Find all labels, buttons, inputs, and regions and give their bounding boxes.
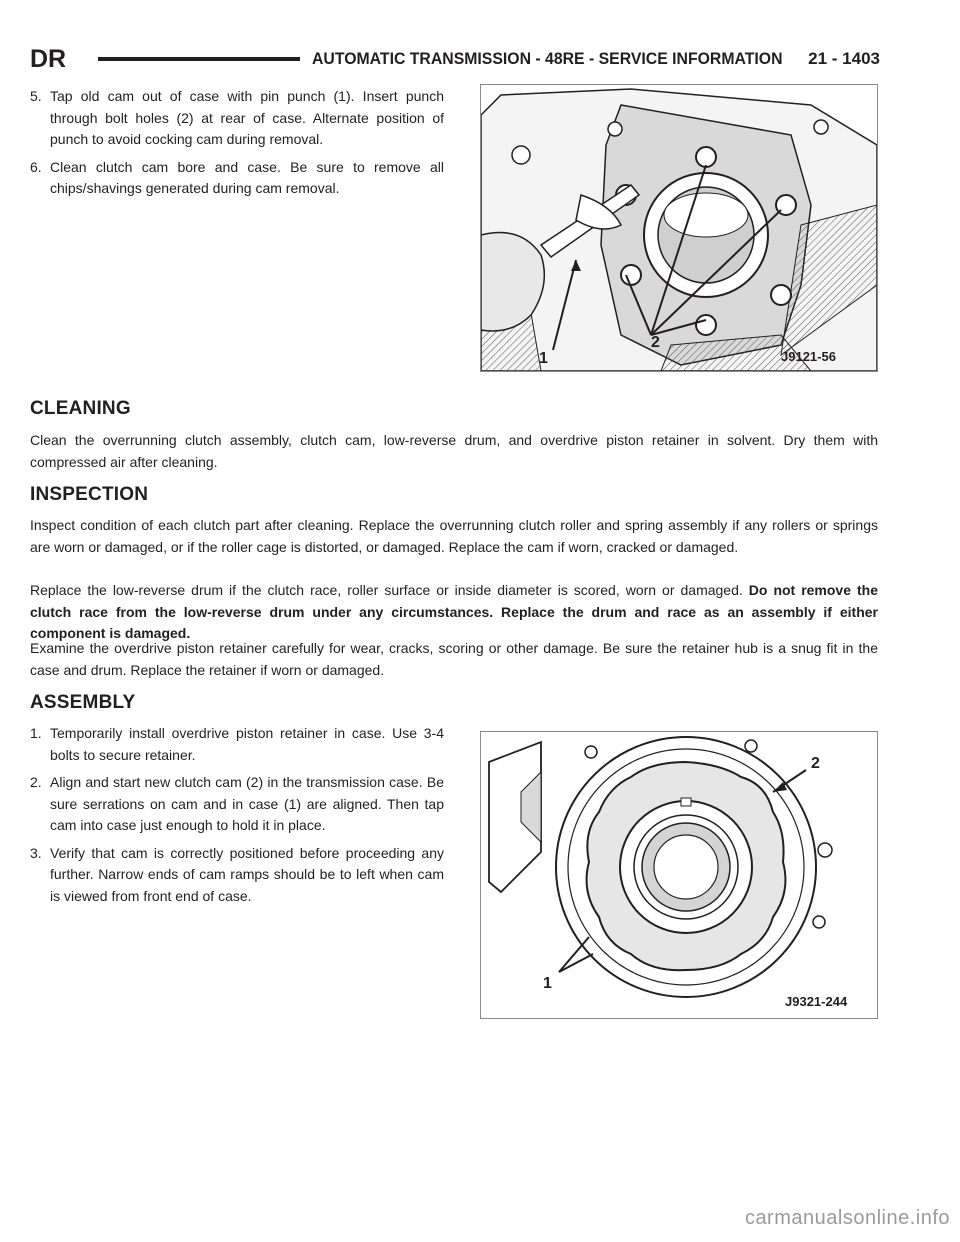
inspection-paragraph-2-text: Replace the low-reverse drum if the clutch race, roller surface or inside diameter is scored, worn or damaged. (30, 582, 743, 598)
cam-removal-illustration (481, 85, 877, 371)
figure2-callout-2: 2 (811, 755, 820, 772)
step-text: Align and start new clutch cam (2) in the transmission case. Be sure serrations on cam and in case (1) are aligned. Then tap cam into case just enough to hold it in place. (50, 774, 444, 833)
step-number: 2. (30, 774, 42, 790)
assembly-step-1 (30, 723, 444, 766)
removal-step-6 (30, 157, 444, 200)
step-text: Tap old cam out of case with pin punch (1). Insert punch through bolt holes (2) at rear of case. Alternate position of punch to avoid cocking cam during removal. (50, 88, 444, 147)
step-number: 1. (30, 725, 42, 741)
step-number: 6. (30, 158, 42, 175)
step-text: Temporarily install overdrive piston retainer in case. Use 3-4 bolts to secure retainer. (50, 725, 444, 763)
page-header (30, 44, 880, 74)
figure2-id: J9321-244 (785, 994, 848, 1009)
assembly-step-2 (30, 772, 444, 837)
header-title: AUTOMATIC TRANSMISSION - 48RE - SERVICE INFORMATION (312, 49, 783, 68)
step-text: Verify that cam is correctly positioned before proceeding any further. Narrow ends of cam ramps should be to left when cam is viewed from front end of case. (50, 844, 444, 904)
figure-cam-removal (480, 84, 878, 372)
watermark: carmanualsonline.info (744, 1207, 950, 1229)
cleaning-text: Clean the overrunning clutch assembly, clutch cam, low-reverse drum, and overdrive piston retainer in solvent. Dry them with compressed air after cleaning. (30, 432, 878, 470)
inspection-warning: Do not remove the clutch race from the low-reverse drum under any circumstances. Replace the drum and race as an assembly if either component is damaged. (30, 582, 879, 641)
step-number: 3. (30, 844, 42, 861)
inspection-heading: INSPECTION (30, 484, 149, 505)
inspection-paragraph-3: Examine the overdrive piston retainer carefully for wear, cracks, scoring or other damage. Be sure the retainer hub is a snug fit in the case and drum. Replace the retainer if worn or damaged. (30, 640, 878, 678)
figure2-callout-1: 1 (543, 975, 552, 992)
header-page-number: 21 - 1403 (808, 49, 880, 68)
inspection-paragraph-2 (30, 580, 878, 645)
cleaning-heading: CLEANING (30, 398, 131, 419)
step-number: 5. (30, 88, 42, 104)
header-rule (98, 57, 300, 61)
figure1-callout-2: 2 (651, 334, 660, 351)
cam-install-illustration (481, 732, 877, 1018)
assembly-heading: ASSEMBLY (30, 692, 136, 713)
removal-steps (30, 86, 444, 206)
step-text: Clean clutch cam bore and case. Be sure to remove all chips/shavings generated during cam removal. (50, 158, 444, 196)
figure-cam-install (480, 731, 878, 1019)
figure1-id: J9121-56 (781, 349, 836, 364)
removal-step-5 (30, 86, 444, 151)
header-brand: DR (30, 45, 67, 73)
assembly-steps (30, 723, 444, 913)
inspection-paragraph-1: Inspect condition of each clutch part after cleaning. Replace the overrunning clutch roller and spring assembly if any rollers or springs are worn or damaged, or if the roller cage is distorted, or damaged. Replace the cam if worn, cracked or damaged. (30, 517, 878, 555)
figure1-callout-1: 1 (539, 350, 548, 367)
assembly-step-3 (30, 843, 444, 908)
